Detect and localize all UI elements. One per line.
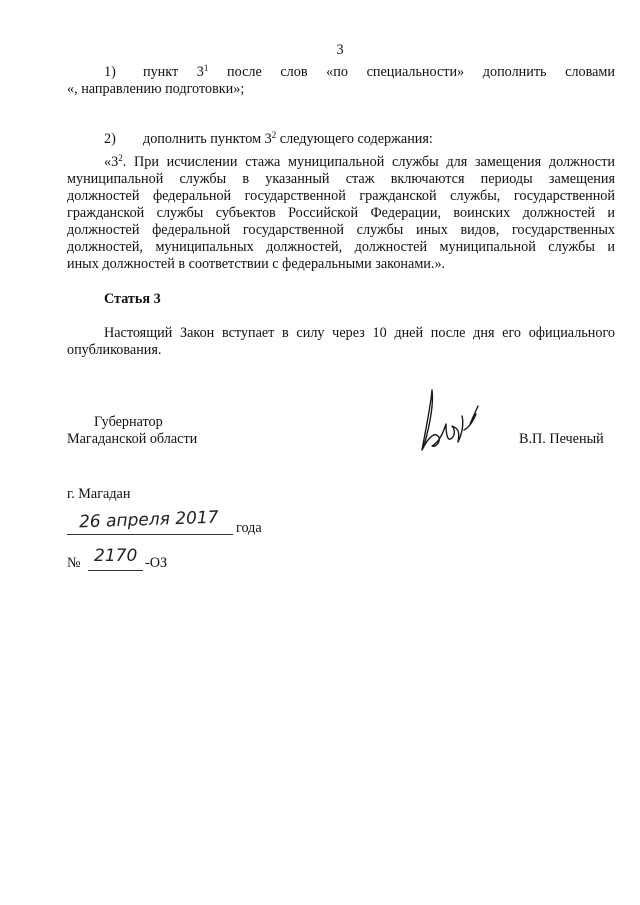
number-blank bbox=[88, 546, 143, 571]
item2-quote-line: гражданской службы субъектов Российской Федерации, воинских должностей и bbox=[67, 205, 615, 221]
item2-heading-text: дополнить пунктом $3^2$ следующего содержания: bbox=[143, 130, 433, 147]
handwritten-date: 26 апреля 2017 bbox=[78, 507, 219, 533]
handwritten-signature bbox=[412, 384, 482, 456]
signatory-title-line2: Магаданской области bbox=[67, 431, 198, 447]
item2-quote-line: должностей, муниципальных должностей, должностей муниципальной службы и bbox=[67, 239, 615, 255]
item2-number: 2) bbox=[104, 131, 116, 147]
signatory-name: В.П. Печеный bbox=[519, 431, 604, 447]
item1-text: пункт $3^1$ после слов «по специальности» дополнить словами bbox=[143, 63, 615, 80]
place: г. Магадан bbox=[67, 486, 131, 502]
page-number: 3 bbox=[336, 42, 344, 58]
item1-number: 1) bbox=[104, 64, 116, 80]
article-line2: опубликования. bbox=[67, 342, 162, 358]
item2-quote-line: должностей федеральной государственной гражданской службы, государственной bbox=[67, 188, 615, 204]
handwritten-number: 2170 bbox=[94, 546, 138, 566]
article-title: Статья 3 bbox=[104, 291, 161, 307]
item1-line2: «, направлению подготовки»; bbox=[67, 81, 245, 97]
date-suffix: года bbox=[236, 520, 262, 536]
item2-quote-line: муниципальной службы в указанный стаж включаются периоды замещения bbox=[67, 171, 615, 187]
signatory-title-line1: Губернатор bbox=[94, 414, 163, 430]
date-blank bbox=[67, 507, 233, 535]
number-sign: № bbox=[67, 555, 81, 571]
number-suffix: -ОЗ bbox=[145, 555, 168, 571]
item2-quote-line: должностей федеральной государственной службы иных видов, государственных bbox=[67, 222, 615, 238]
item2-quote-last-line: иных должностей в соответствии с федеральными законами.». bbox=[67, 256, 446, 272]
